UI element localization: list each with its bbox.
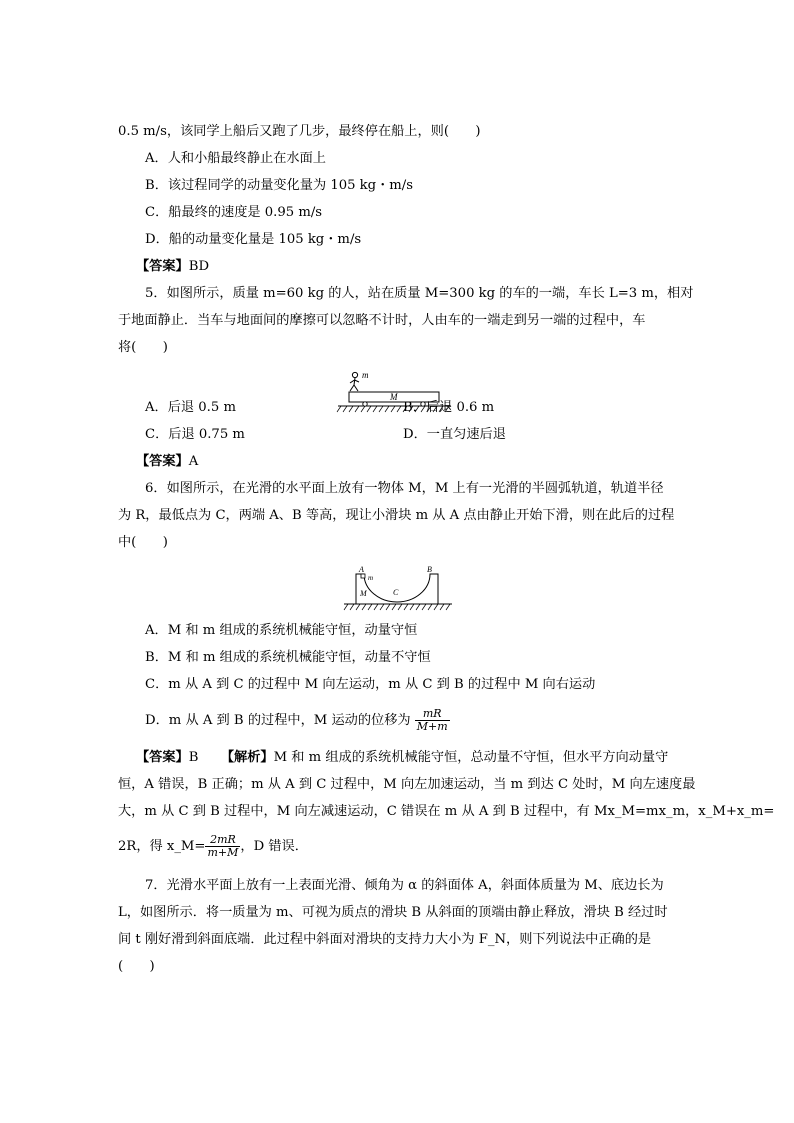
analysis-label: 【解析】 <box>220 750 274 765</box>
q6-analysis4-post: ，D 错误． <box>240 839 308 854</box>
q6-figure-label-B: B <box>427 565 432 574</box>
q6-option-d-text: D．m 从 A 到 B 的过程中，M 运动的位移为 <box>145 713 411 728</box>
slider-block <box>361 574 365 578</box>
q6-figure-label-M: M <box>360 589 367 598</box>
q4-option-b: B．该过程同学的动量变化量为 105 kg・m/s <box>145 178 414 193</box>
q6-analysis-line4 <box>118 834 308 860</box>
q7-stem-line3: 间 t 刚好滑到斜面底端．此过程中斜面对滑块的支持力大小为 F_N，则下列说法中正确的是 <box>118 932 652 947</box>
q5-option-c: C．后退 0.75 m <box>145 427 245 442</box>
q6-figure-label-m: m <box>368 574 374 582</box>
answer-label: 【答案】 <box>136 750 189 765</box>
person-icon <box>350 372 359 391</box>
q4-option-a: A．人和小船最终静止在水面上 <box>145 151 326 166</box>
q5-stem-line3: 将( ) <box>118 340 168 355</box>
q5-stem-line2: 于地面静止．当车与地面间的摩擦可以忽略不计时，人由车的一端走到另一端的过程中，车 <box>118 313 646 328</box>
q6-stem-line2: 为 R，最低点为 C，两端 A、B 等高，现让小滑块 m 从 A 点由静止开始下滑，则在此后的过程 <box>118 508 675 523</box>
q4-answer <box>136 257 209 277</box>
q6-analysis-line3: 大，m 从 C 到 B 过程中，M 向左减速运动，C 错误在 m 从 A 到 B 过程中，有 Mx_M=mx_m，x_M+x_m= <box>118 804 775 819</box>
q6-stem-line1: 6．如图所示，在光滑的水平面上放有一物体 M，M 上有一光滑的半圆弧轨道，轨道半径 <box>145 481 664 496</box>
q4-option-c: C．船最终的速度是 0.95 m/s <box>145 205 323 220</box>
answer-label: 【答案】 <box>136 259 189 274</box>
answer-value: A <box>188 454 199 469</box>
q6-option-d <box>145 708 450 734</box>
q5-option-a: A．后退 0.5 m <box>145 400 236 415</box>
q6-option-c: C．m 从 A 到 C 的过程中 M 向左运动，m 从 C 到 B 的过程中 M 向右运动 <box>145 677 596 692</box>
analysis-line1: M 和 m 组成的系统机械能守恒，总动量不守恒，但水平方向动量守 <box>273 750 669 765</box>
q4-option-d: D．船的动量变化量是 105 kg・m/s <box>145 232 362 247</box>
q5-figure-label-m: m <box>362 370 369 380</box>
fraction-denominator: M+m <box>416 720 448 733</box>
answer-value: B <box>188 750 199 765</box>
q6-analysis-fraction <box>205 834 240 859</box>
q7-stem-line1: 7．光滑水平面上放有一上表面光滑、倾角为 α 的斜面体 A，斜面体质量为 M、底边长为 <box>145 878 664 893</box>
q6-analysis-line2: 恒，A 错误，B 正确；m 从 A 到 C 过程中，M 向左加速运动，当 m 到达 C 处时，M 向左速度最 <box>118 777 696 792</box>
q6-option-d-fraction <box>415 708 450 733</box>
answer-label: 【答案】 <box>136 454 189 469</box>
q5-option-d: D．一直匀速后退 <box>403 427 506 442</box>
q7-stem-line4: ( ) <box>118 959 155 974</box>
q6-answer <box>136 748 668 768</box>
q6-figure-label-A: A <box>359 565 364 574</box>
fraction-numerator: mR <box>415 708 450 721</box>
q4-stem-tail: 0.5 m/s，该同学上船后又跑了几步，最终停在船上，则( ) <box>118 124 481 139</box>
q6-option-b: B．M 和 m 组成的系统机械能守恒，动量不守恒 <box>145 650 431 665</box>
q6-analysis4-pre: 2R，得 x_M= <box>118 839 206 854</box>
q6-figure-label-C: C <box>393 588 399 597</box>
q6-option-a: A．M 和 m 组成的系统机械能守恒，动量守恒 <box>145 623 418 638</box>
fraction-denominator: m+M <box>207 846 239 859</box>
q5-figure-label-M: M <box>390 392 398 402</box>
q7-stem-line2: L，如图所示．将一质量为 m、可视为质点的滑块 B 从斜面的顶端由静止释放，滑块 B 经过时 <box>118 905 668 920</box>
fraction-numerator: 2mR <box>205 834 240 847</box>
q6-figure-track <box>342 562 454 612</box>
q5-answer <box>136 452 198 472</box>
q6-stem-line3: 中( ) <box>118 535 168 550</box>
q5-stem-line1: 5．如图所示，质量 m=60 kg 的人，站在质量 M=300 kg 的车的一端，车长 L=3 m，相对 <box>145 286 694 301</box>
q5-option-b: B．后退 0.6 m <box>403 400 495 415</box>
answer-value: BD <box>188 259 210 274</box>
